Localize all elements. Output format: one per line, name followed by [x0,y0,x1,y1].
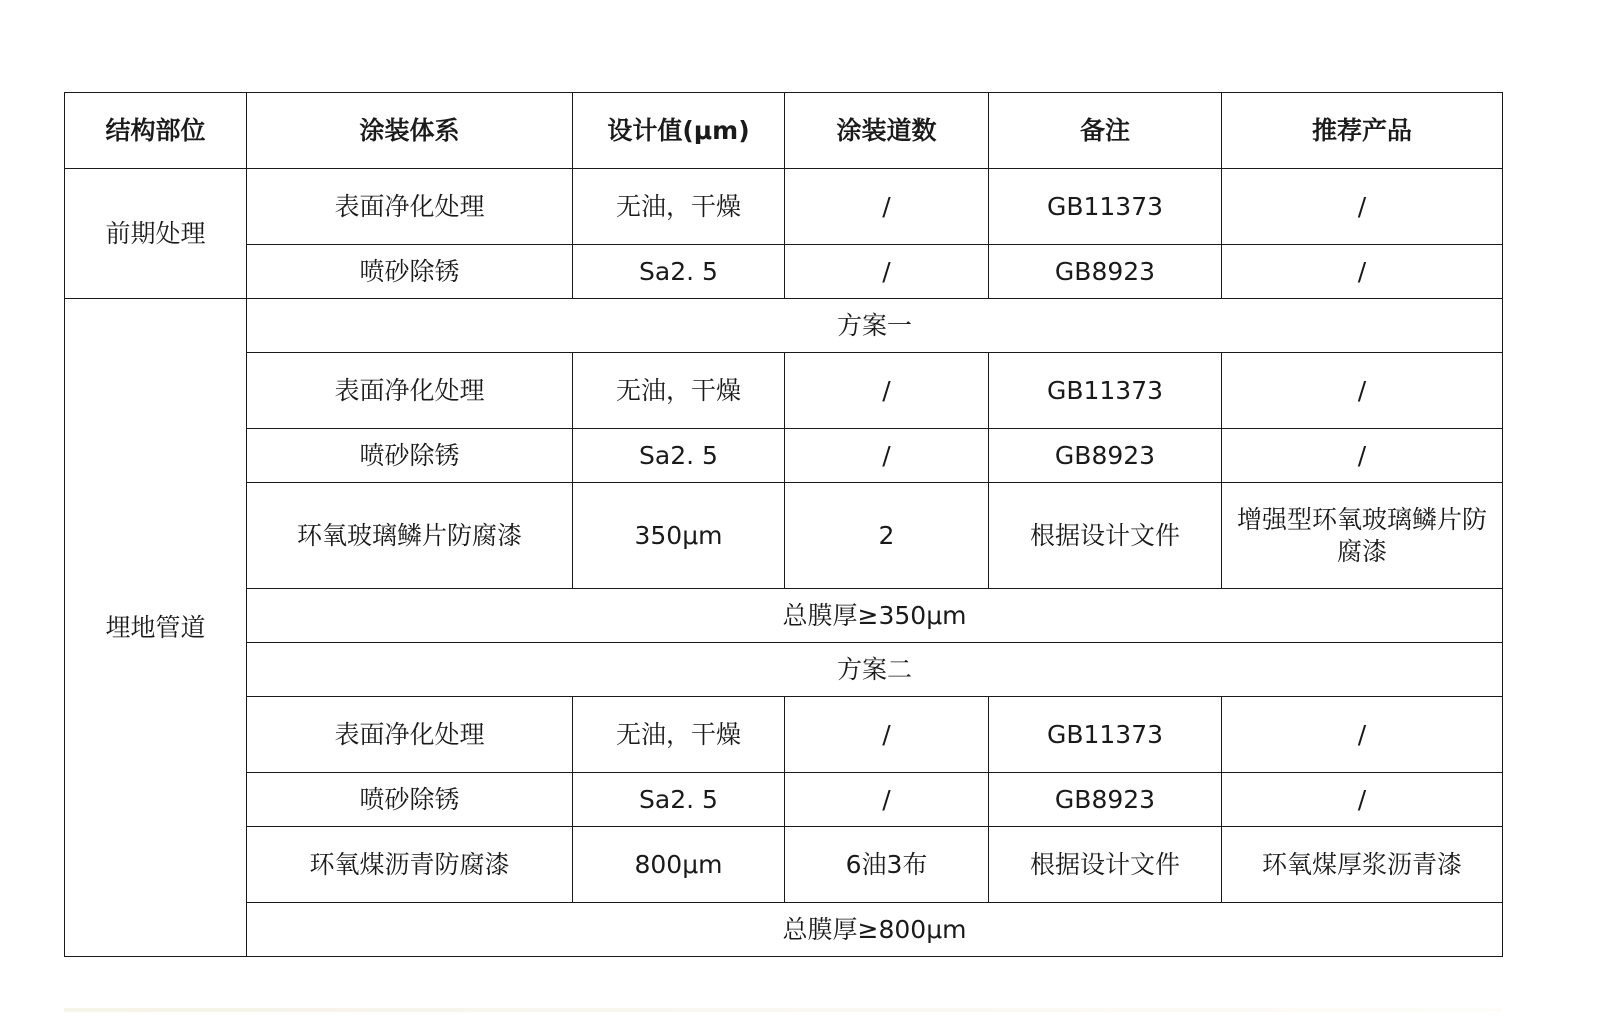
cell-product: / [1222,245,1503,299]
part-buried-pipeline: 埋地管道 [65,299,247,957]
header-part: 结构部位 [65,93,247,169]
cell-design: Sa2. 5 [573,245,785,299]
cell-coats: / [785,773,989,827]
cell-remark: GB8923 [989,773,1222,827]
cell-product: 环氧煤厚浆沥青漆 [1222,827,1503,903]
cell-remark: GB8923 [989,245,1222,299]
cell-system: 喷砂除锈 [247,429,573,483]
scheme-row [65,643,1503,697]
cell-design: 800μm [573,827,785,903]
table-row [65,245,1503,299]
page-edge-shadow [64,1008,1502,1012]
cell-design: Sa2. 5 [573,773,785,827]
cell-remark: GB11373 [989,169,1222,245]
scheme-1-total: 总膜厚≥350μm [247,589,1503,643]
cell-coats: / [785,169,989,245]
cell-product: / [1222,773,1503,827]
table-header-row [65,93,1503,169]
cell-design: Sa2. 5 [573,429,785,483]
total-row [65,589,1503,643]
scheme-2-title: 方案二 [247,643,1503,697]
table-row [65,773,1503,827]
cell-coats: 2 [785,483,989,589]
cell-design: 无油，干燥 [573,353,785,429]
cell-product: / [1222,429,1503,483]
header-remark: 备注 [989,93,1222,169]
cell-remark: GB11373 [989,697,1222,773]
cell-design: 无油，干燥 [573,169,785,245]
cell-system: 表面净化处理 [247,697,573,773]
total-row [65,903,1503,957]
cell-product: / [1222,169,1503,245]
cell-product: / [1222,353,1503,429]
cell-design: 无油，干燥 [573,697,785,773]
cell-system: 环氧煤沥青防腐漆 [247,827,573,903]
table-row [65,429,1503,483]
scheme-2-total: 总膜厚≥800μm [247,903,1503,957]
table-row [65,483,1503,589]
cell-product: / [1222,697,1503,773]
cell-design: 350μm [573,483,785,589]
cell-system: 喷砂除锈 [247,773,573,827]
header-design: 设计值(μm) [573,93,785,169]
cell-system: 环氧玻璃鳞片防腐漆 [247,483,573,589]
cell-coats: / [785,429,989,483]
cell-remark: 根据设计文件 [989,483,1222,589]
cell-system: 表面净化处理 [247,169,573,245]
header-system: 涂装体系 [247,93,573,169]
cell-remark: 根据设计文件 [989,827,1222,903]
cell-product: 增强型环氧玻璃鳞片防腐漆 [1222,483,1503,589]
header-product: 推荐产品 [1222,93,1503,169]
table-row [65,169,1503,245]
cell-coats: 6油3布 [785,827,989,903]
part-pretreatment: 前期处理 [65,169,247,299]
table-row [65,353,1503,429]
scheme-row [65,299,1503,353]
cell-remark: GB8923 [989,429,1222,483]
header-coats: 涂装道数 [785,93,989,169]
scheme-1-title: 方案一 [247,299,1503,353]
cell-coats: / [785,245,989,299]
cell-system: 喷砂除锈 [247,245,573,299]
table-row [65,827,1503,903]
cell-coats: / [785,353,989,429]
coating-spec-table [64,92,1503,957]
cell-system: 表面净化处理 [247,353,573,429]
cell-remark: GB11373 [989,353,1222,429]
table-row [65,697,1503,773]
cell-coats: / [785,697,989,773]
